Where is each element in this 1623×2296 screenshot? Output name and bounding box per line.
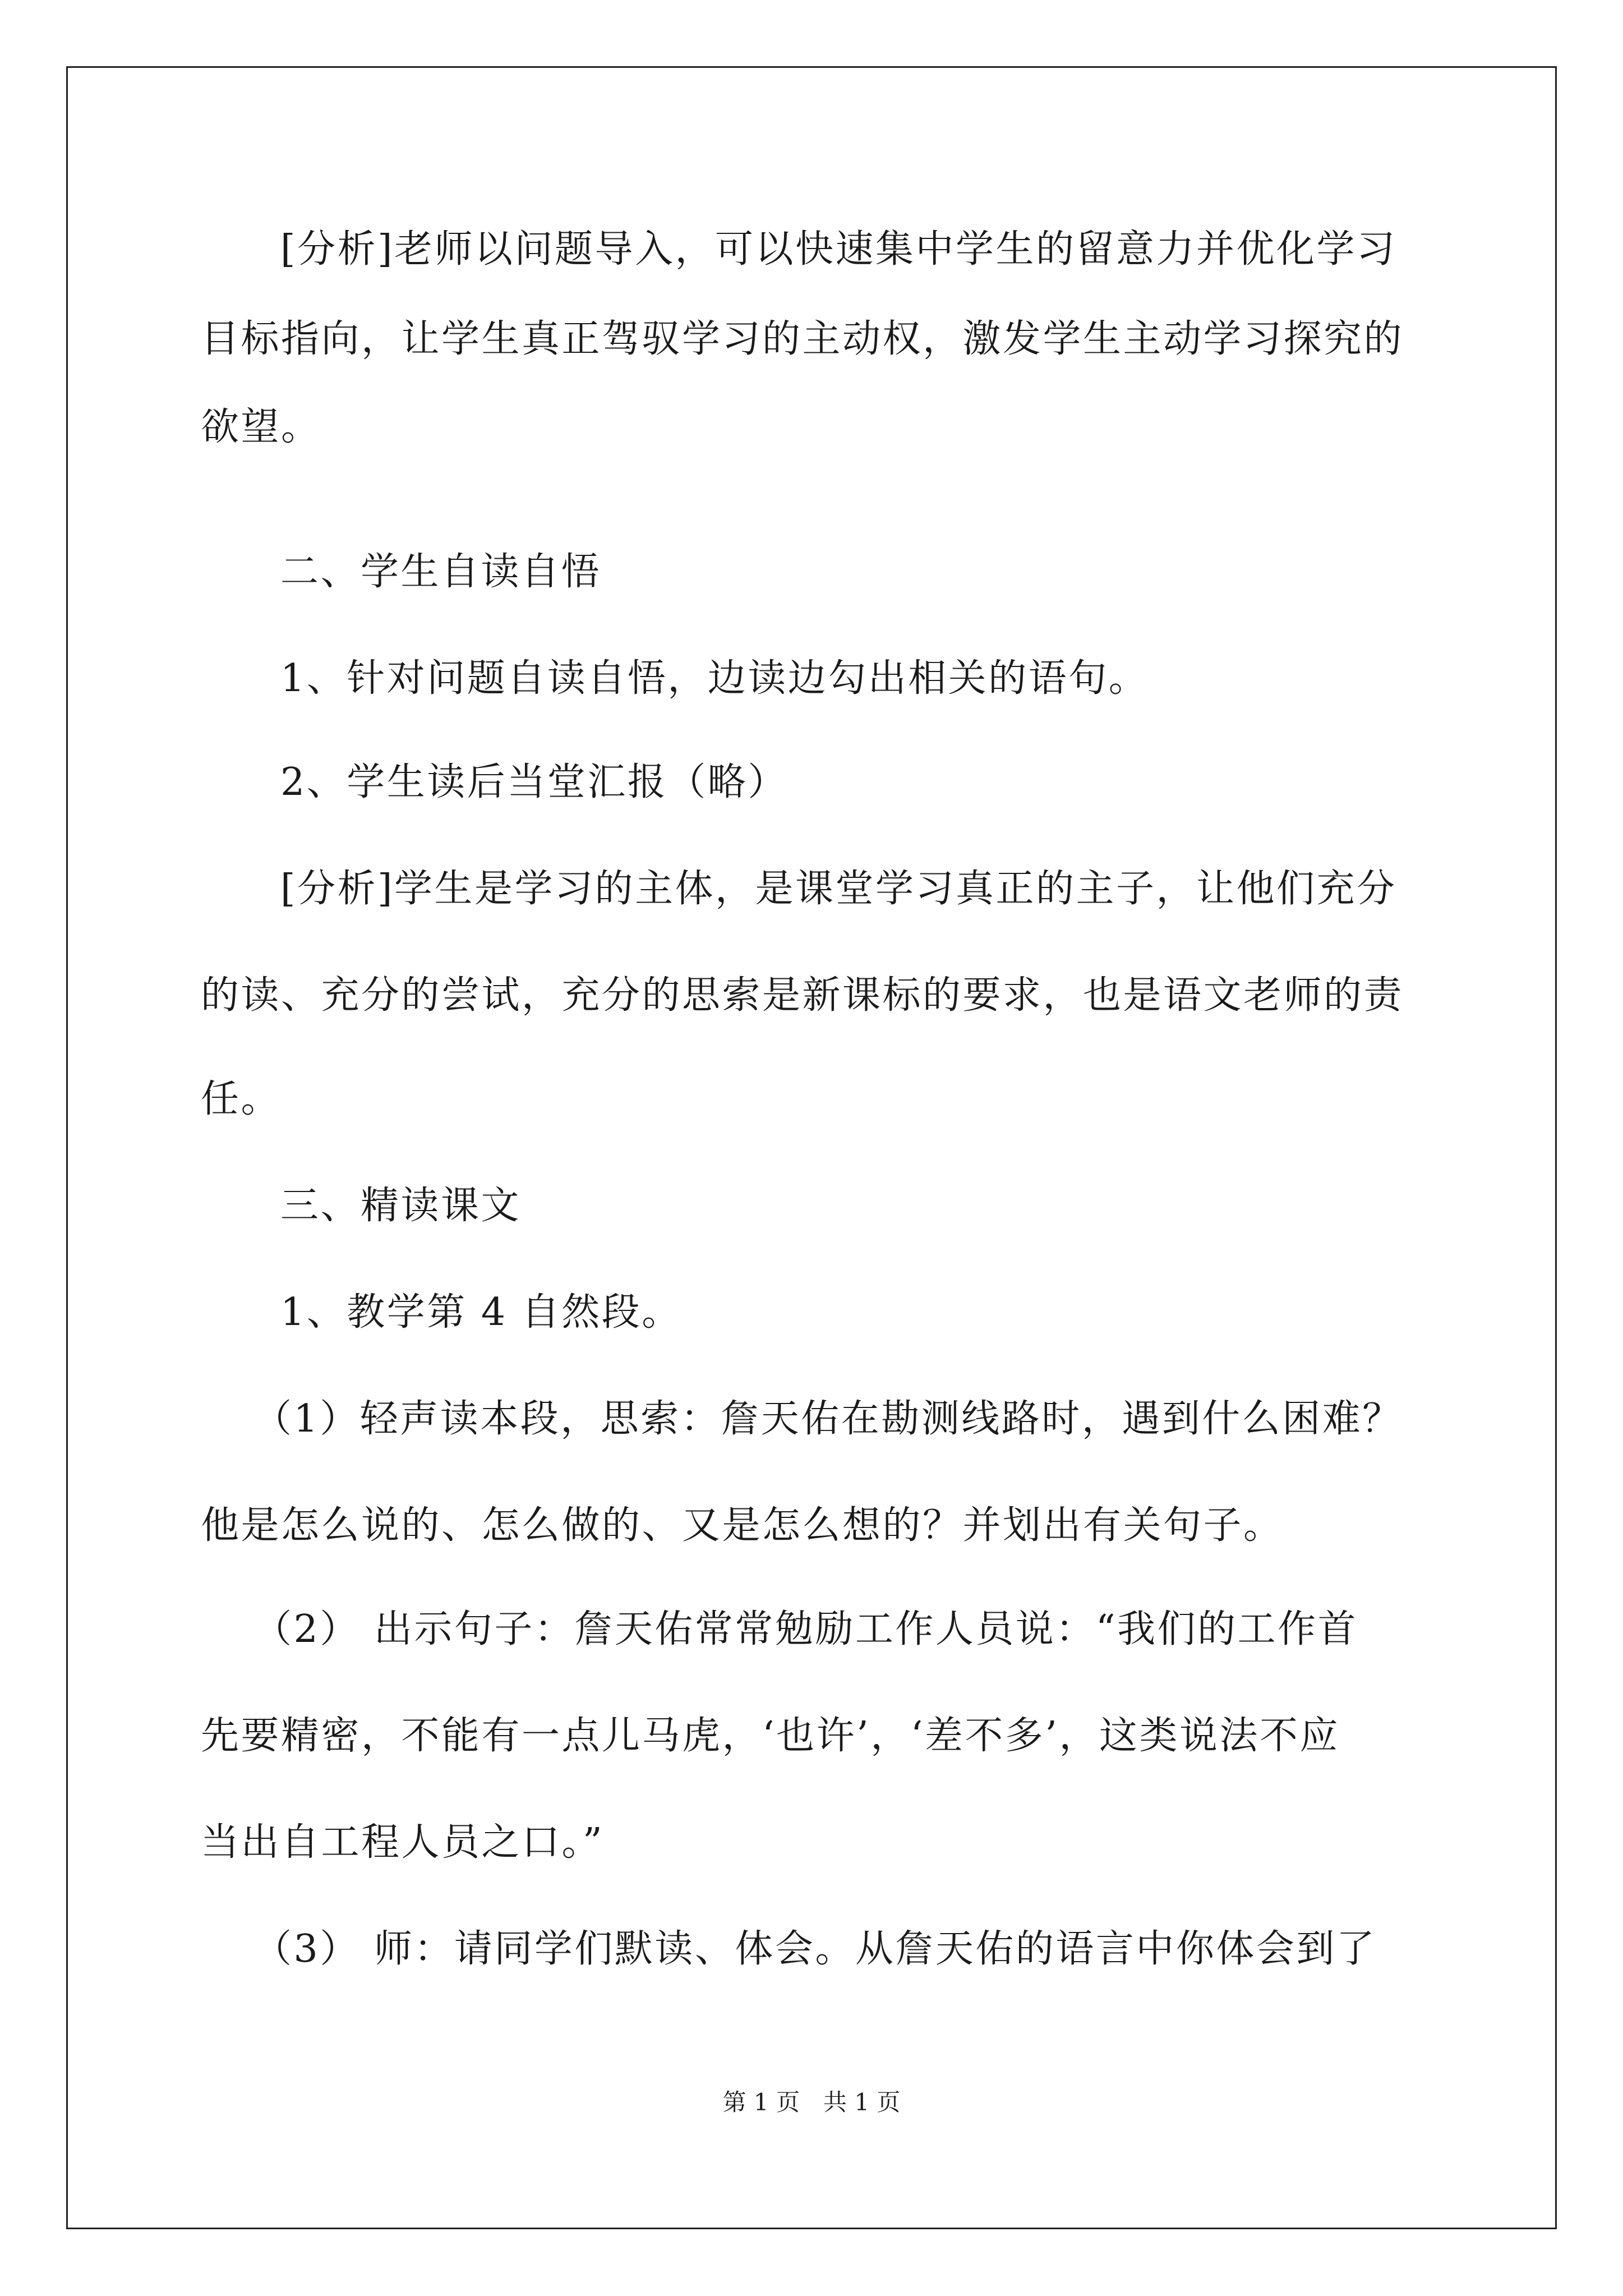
list-item: 1、针对问题自读自悟，边读边勾出相关的语句。 (280, 656, 1149, 701)
paragraph-line: [分析]老师以问题导入，可以快速集中学生的留意力并优化学习 (280, 227, 1397, 272)
section-heading: 二、学生自读自悟 (280, 550, 602, 594)
paragraph-line: [分析]学生是学习的主体，是课堂学习真正的主子，让他们充分 (280, 867, 1397, 911)
page-footer: 第 1 页 共 1 页 (722, 2088, 901, 2116)
paragraph-line: 他是怎么说的、怎么做的、又是怎么想的？并划出有关句子。 (201, 1503, 1284, 1548)
paragraph-line: （1）轻声读本段，思索：詹天佑在勘测线路时，遇到什么困难？ (253, 1397, 1403, 1441)
paragraph-line: 目标指向，让学生真正驾驭学习的主动权，激发学生主动学习探究的 (201, 317, 1404, 361)
paragraph-line: 任。 (201, 1077, 282, 1121)
paragraph-line: （3） 师：请同学们默读、体会。从詹天佑的语言中你体会到了 (253, 1927, 1377, 1971)
list-item: 2、学生读后当堂汇报（略） (280, 760, 788, 804)
section-heading: 三、精读课文 (280, 1184, 522, 1228)
paragraph-line: 欲望。 (201, 405, 321, 449)
list-item: 1、教学第 4 自然段。 (280, 1290, 682, 1335)
paragraph-line: 的读、充分的尝试，充分的思索是新课标的要求，也是语文老师的责 (201, 973, 1404, 1018)
paragraph-line: 当出自工程人员之口。” (201, 1820, 605, 1865)
paragraph-line: （2） 出示句子：詹天佑常常勉励工作人员说：“我们的工作首 (253, 1607, 1358, 1651)
paragraph-line: 先要精密，不能有一点儿马虎，‘也许’，‘差不多’，这类说法不应 (201, 1714, 1340, 1758)
page-border (66, 66, 1557, 2229)
